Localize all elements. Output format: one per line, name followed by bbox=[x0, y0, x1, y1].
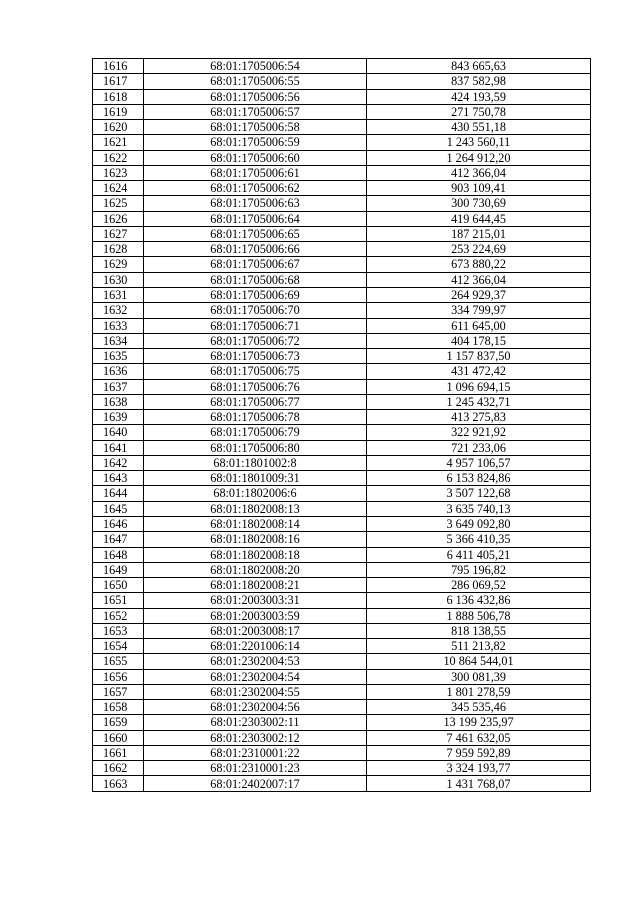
cadastral-value-cell: 431 472,42 bbox=[367, 364, 591, 379]
table-row bbox=[93, 333, 591, 348]
cadastral-number-cell: 68:01:1705006:66 bbox=[144, 242, 367, 257]
cadastral-number-cell: 68:01:1705006:55 bbox=[144, 74, 367, 89]
row-number-cell: 1644 bbox=[93, 486, 144, 501]
row-number-cell: 1633 bbox=[93, 318, 144, 333]
cadastral-number-cell: 68:01:1705006:54 bbox=[144, 59, 367, 74]
cadastral-value-cell: 13 199 235,97 bbox=[367, 715, 591, 730]
cadastral-value-cell: 334 799,97 bbox=[367, 303, 591, 318]
table-row bbox=[93, 226, 591, 241]
table-row bbox=[93, 181, 591, 196]
row-number-cell: 1655 bbox=[93, 654, 144, 669]
table-row bbox=[93, 608, 591, 623]
cadastral-value-cell: 253 224,69 bbox=[367, 242, 591, 257]
cadastral-value-cell: 412 366,04 bbox=[367, 165, 591, 180]
cadastral-number-cell: 68:01:1705006:73 bbox=[144, 349, 367, 364]
cadastral-value-cell: 818 138,55 bbox=[367, 623, 591, 638]
cadastral-number-cell: 68:01:2302004:54 bbox=[144, 669, 367, 684]
cadastral-number-cell: 68:01:1705006:67 bbox=[144, 257, 367, 272]
cadastral-number-cell: 68:01:1705006:77 bbox=[144, 394, 367, 409]
cadastral-value-cell: 264 929,37 bbox=[367, 287, 591, 302]
cadastral-number-cell: 68:01:1705006:59 bbox=[144, 135, 367, 150]
table-row bbox=[93, 89, 591, 104]
cadastral-value-cell: 430 551,18 bbox=[367, 120, 591, 135]
cadastral-value-cell: 611 645,00 bbox=[367, 318, 591, 333]
cadastral-number-cell: 68:01:2003008:17 bbox=[144, 623, 367, 638]
cadastral-value-cell: 903 109,41 bbox=[367, 181, 591, 196]
row-number-cell: 1656 bbox=[93, 669, 144, 684]
cadastral-value-cell: 1 801 278,59 bbox=[367, 684, 591, 699]
table-row bbox=[93, 74, 591, 89]
row-number-cell: 1616 bbox=[93, 59, 144, 74]
table-row bbox=[93, 623, 591, 638]
cadastral-value-cell: 1 157 837,50 bbox=[367, 349, 591, 364]
row-number-cell: 1636 bbox=[93, 364, 144, 379]
cadastral-number-cell: 68:01:1705006:71 bbox=[144, 318, 367, 333]
cadastral-value-cell: 424 193,59 bbox=[367, 89, 591, 104]
cadastral-value-cell: 10 864 544,01 bbox=[367, 654, 591, 669]
cadastral-number-cell: 68:01:1802008:21 bbox=[144, 578, 367, 593]
cadastral-value-cell: 412 366,04 bbox=[367, 272, 591, 287]
row-number-cell: 1625 bbox=[93, 196, 144, 211]
table-row bbox=[93, 303, 591, 318]
cadastral-value-cell: 3 635 740,13 bbox=[367, 501, 591, 516]
row-number-cell: 1653 bbox=[93, 623, 144, 638]
table-row bbox=[93, 730, 591, 745]
row-number-cell: 1651 bbox=[93, 593, 144, 608]
table-row bbox=[93, 700, 591, 715]
cadastral-number-cell: 68:01:2303002:12 bbox=[144, 730, 367, 745]
cadastral-value-cell: 1 264 912,20 bbox=[367, 150, 591, 165]
cadastral-value-cell: 300 730,69 bbox=[367, 196, 591, 211]
cadastral-value-cell: 511 213,82 bbox=[367, 639, 591, 654]
cadastral-number-cell: 68:01:2302004:55 bbox=[144, 684, 367, 699]
row-number-cell: 1650 bbox=[93, 578, 144, 593]
row-number-cell: 1643 bbox=[93, 471, 144, 486]
row-number-cell: 1642 bbox=[93, 455, 144, 470]
row-number-cell: 1619 bbox=[93, 104, 144, 119]
table-row bbox=[93, 394, 591, 409]
row-number-cell: 1654 bbox=[93, 639, 144, 654]
table-row bbox=[93, 104, 591, 119]
table-row bbox=[93, 211, 591, 226]
cadastral-number-cell: 68:01:1802008:13 bbox=[144, 501, 367, 516]
cadastral-value-cell: 413 275,83 bbox=[367, 410, 591, 425]
cadastral-number-cell: 68:01:1705006:72 bbox=[144, 333, 367, 348]
row-number-cell: 1634 bbox=[93, 333, 144, 348]
cadastral-value-cell: 4 957 106,57 bbox=[367, 455, 591, 470]
cadastral-number-cell: 68:01:1705006:70 bbox=[144, 303, 367, 318]
table-row bbox=[93, 654, 591, 669]
table-row bbox=[93, 455, 591, 470]
cadastral-number-cell: 68:01:2003003:59 bbox=[144, 608, 367, 623]
cadastral-value-cell: 419 644,45 bbox=[367, 211, 591, 226]
row-number-cell: 1657 bbox=[93, 684, 144, 699]
table-row bbox=[93, 425, 591, 440]
table-row bbox=[93, 349, 591, 364]
cadastral-number-cell: 68:01:1802008:20 bbox=[144, 562, 367, 577]
row-number-cell: 1629 bbox=[93, 257, 144, 272]
cadastral-value-cell: 286 069,52 bbox=[367, 578, 591, 593]
row-number-cell: 1623 bbox=[93, 165, 144, 180]
row-number-cell: 1652 bbox=[93, 608, 144, 623]
cadastral-value-cell: 271 750,78 bbox=[367, 104, 591, 119]
row-number-cell: 1661 bbox=[93, 745, 144, 760]
row-number-cell: 1637 bbox=[93, 379, 144, 394]
row-number-cell: 1662 bbox=[93, 761, 144, 776]
cadastral-number-cell: 68:01:2302004:56 bbox=[144, 700, 367, 715]
table-row bbox=[93, 272, 591, 287]
cadastral-value-cell: 843 665,63 bbox=[367, 59, 591, 74]
row-number-cell: 1617 bbox=[93, 74, 144, 89]
table-row bbox=[93, 486, 591, 501]
cadastral-value-table bbox=[92, 58, 591, 792]
table-row bbox=[93, 761, 591, 776]
cadastral-number-cell: 68:01:2303002:11 bbox=[144, 715, 367, 730]
cadastral-number-cell: 68:01:1802008:14 bbox=[144, 516, 367, 531]
cadastral-value-cell: 3 649 092,80 bbox=[367, 516, 591, 531]
cadastral-number-cell: 68:01:1705006:56 bbox=[144, 89, 367, 104]
cadastral-value-cell: 6 411 405,21 bbox=[367, 547, 591, 562]
cadastral-value-cell: 1 431 768,07 bbox=[367, 776, 591, 791]
table-row bbox=[93, 532, 591, 547]
table-row bbox=[93, 684, 591, 699]
row-number-cell: 1618 bbox=[93, 89, 144, 104]
row-number-cell: 1646 bbox=[93, 516, 144, 531]
table-row bbox=[93, 165, 591, 180]
row-number-cell: 1640 bbox=[93, 425, 144, 440]
cadastral-value-cell: 7 959 592,89 bbox=[367, 745, 591, 760]
cadastral-value-cell: 795 196,82 bbox=[367, 562, 591, 577]
row-number-cell: 1635 bbox=[93, 349, 144, 364]
cadastral-number-cell: 68:01:2310001:23 bbox=[144, 761, 367, 776]
row-number-cell: 1628 bbox=[93, 242, 144, 257]
row-number-cell: 1659 bbox=[93, 715, 144, 730]
cadastral-number-cell: 68:01:2003003:31 bbox=[144, 593, 367, 608]
table-row bbox=[93, 471, 591, 486]
row-number-cell: 1645 bbox=[93, 501, 144, 516]
table-row bbox=[93, 639, 591, 654]
cadastral-number-cell: 68:01:1801002:8 bbox=[144, 455, 367, 470]
cadastral-number-cell: 68:01:1705006:63 bbox=[144, 196, 367, 211]
table-row bbox=[93, 715, 591, 730]
row-number-cell: 1658 bbox=[93, 700, 144, 715]
table-row bbox=[93, 120, 591, 135]
cadastral-value-cell: 3 507 122,68 bbox=[367, 486, 591, 501]
cadastral-number-cell: 68:01:2302004:53 bbox=[144, 654, 367, 669]
cadastral-number-cell: 68:01:1802008:16 bbox=[144, 532, 367, 547]
row-number-cell: 1631 bbox=[93, 287, 144, 302]
table-body bbox=[93, 59, 591, 792]
cadastral-number-cell: 68:01:1705006:60 bbox=[144, 150, 367, 165]
table-row bbox=[93, 516, 591, 531]
cadastral-number-cell: 68:01:2402007:17 bbox=[144, 776, 367, 791]
table-row bbox=[93, 242, 591, 257]
row-number-cell: 1622 bbox=[93, 150, 144, 165]
table-row bbox=[93, 135, 591, 150]
table-row bbox=[93, 547, 591, 562]
cadastral-value-cell: 404 178,15 bbox=[367, 333, 591, 348]
cadastral-value-cell: 1 096 694,15 bbox=[367, 379, 591, 394]
cadastral-value-cell: 6 153 824,86 bbox=[367, 471, 591, 486]
cadastral-value-cell: 1 245 432,71 bbox=[367, 394, 591, 409]
cadastral-number-cell: 68:01:1802008:18 bbox=[144, 547, 367, 562]
table-row bbox=[93, 669, 591, 684]
cadastral-value-cell: 322 921,92 bbox=[367, 425, 591, 440]
table-row bbox=[93, 562, 591, 577]
table-row bbox=[93, 196, 591, 211]
cadastral-number-cell: 68:01:1705006:61 bbox=[144, 165, 367, 180]
row-number-cell: 1649 bbox=[93, 562, 144, 577]
row-number-cell: 1641 bbox=[93, 440, 144, 455]
table-row bbox=[93, 745, 591, 760]
cadastral-value-cell: 5 366 410,35 bbox=[367, 532, 591, 547]
cadastral-number-cell: 68:01:1705006:76 bbox=[144, 379, 367, 394]
table-row bbox=[93, 257, 591, 272]
cadastral-value-cell: 187 215,01 bbox=[367, 226, 591, 241]
table-row bbox=[93, 440, 591, 455]
cadastral-number-cell: 68:01:1705006:65 bbox=[144, 226, 367, 241]
row-number-cell: 1647 bbox=[93, 532, 144, 547]
cadastral-value-cell: 1 243 560,11 bbox=[367, 135, 591, 150]
cadastral-number-cell: 68:01:1705006:79 bbox=[144, 425, 367, 440]
cadastral-number-cell: 68:01:1802006:6 bbox=[144, 486, 367, 501]
cadastral-value-cell: 345 535,46 bbox=[367, 700, 591, 715]
cadastral-number-cell: 68:01:1705006:68 bbox=[144, 272, 367, 287]
row-number-cell: 1621 bbox=[93, 135, 144, 150]
cadastral-value-cell: 673 880,22 bbox=[367, 257, 591, 272]
table-row bbox=[93, 593, 591, 608]
cadastral-value-cell: 721 233,06 bbox=[367, 440, 591, 455]
row-number-cell: 1624 bbox=[93, 181, 144, 196]
row-number-cell: 1648 bbox=[93, 547, 144, 562]
table-row bbox=[93, 287, 591, 302]
row-number-cell: 1663 bbox=[93, 776, 144, 791]
cadastral-number-cell: 68:01:1705006:64 bbox=[144, 211, 367, 226]
cadastral-number-cell: 68:01:1705006:75 bbox=[144, 364, 367, 379]
table-row bbox=[93, 379, 591, 394]
cadastral-value-cell: 300 081,39 bbox=[367, 669, 591, 684]
row-number-cell: 1660 bbox=[93, 730, 144, 745]
row-number-cell: 1626 bbox=[93, 211, 144, 226]
cadastral-number-cell: 68:01:1705006:57 bbox=[144, 104, 367, 119]
cadastral-number-cell: 68:01:1801009:31 bbox=[144, 471, 367, 486]
cadastral-value-cell: 1 888 506,78 bbox=[367, 608, 591, 623]
row-number-cell: 1632 bbox=[93, 303, 144, 318]
table-row bbox=[93, 578, 591, 593]
row-number-cell: 1627 bbox=[93, 226, 144, 241]
table-row bbox=[93, 364, 591, 379]
row-number-cell: 1630 bbox=[93, 272, 144, 287]
cadastral-number-cell: 68:01:1705006:80 bbox=[144, 440, 367, 455]
cadastral-number-cell: 68:01:2310001:22 bbox=[144, 745, 367, 760]
cadastral-value-cell: 7 461 632,05 bbox=[367, 730, 591, 745]
row-number-cell: 1638 bbox=[93, 394, 144, 409]
cadastral-value-cell: 837 582,98 bbox=[367, 74, 591, 89]
table-row bbox=[93, 150, 591, 165]
cadastral-value-cell: 3 324 193,77 bbox=[367, 761, 591, 776]
cadastral-number-cell: 68:01:1705006:62 bbox=[144, 181, 367, 196]
cadastral-number-cell: 68:01:1705006:58 bbox=[144, 120, 367, 135]
table-row bbox=[93, 410, 591, 425]
cadastral-number-cell: 68:01:1705006:69 bbox=[144, 287, 367, 302]
table-row bbox=[93, 59, 591, 74]
table-row bbox=[93, 501, 591, 516]
cadastral-number-cell: 68:01:2201006:14 bbox=[144, 639, 367, 654]
cadastral-number-cell: 68:01:1705006:78 bbox=[144, 410, 367, 425]
cadastral-value-cell: 6 136 432,86 bbox=[367, 593, 591, 608]
table-row bbox=[93, 318, 591, 333]
row-number-cell: 1620 bbox=[93, 120, 144, 135]
row-number-cell: 1639 bbox=[93, 410, 144, 425]
table-row bbox=[93, 776, 591, 791]
